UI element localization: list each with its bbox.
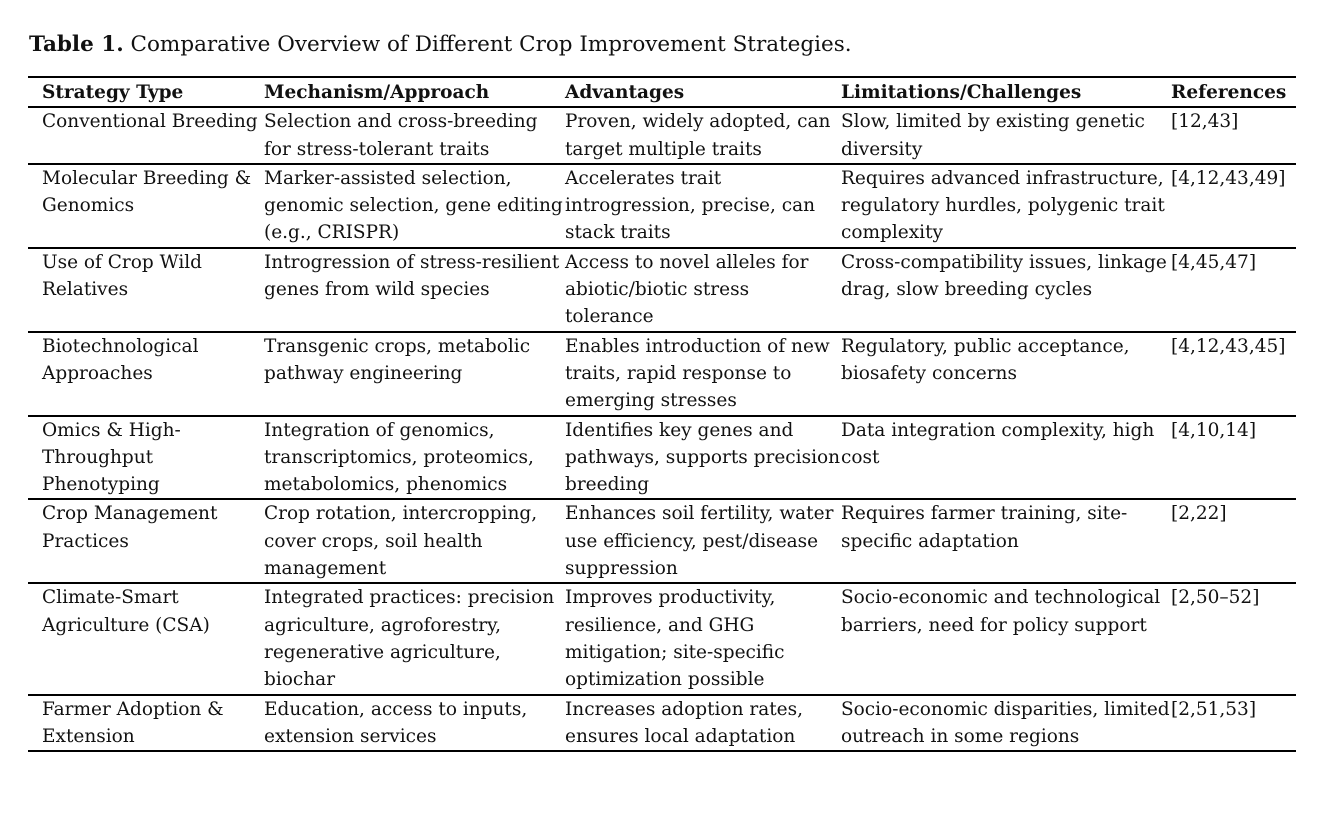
cell-mechanism: Marker-assisted selection, genomic selection, gene editing (e.g., CRISPR) xyxy=(264,167,563,244)
cell-references: [12,43] xyxy=(1171,111,1239,133)
header-strategy-type: Strategy Type xyxy=(42,82,184,103)
cell-advantages: Access to novel alleles for abiotic/biotic stress tolerance xyxy=(565,251,809,328)
table-row xyxy=(28,695,1296,752)
cell-limitations: Socio-economic and technological barriers, need for policy support xyxy=(841,587,1161,636)
cell-mechanism: Selection and cross-breeding for stress-tolerant traits xyxy=(264,111,538,160)
cell-references: [2,50–52] xyxy=(1171,587,1260,609)
cell-strategy-type: Crop Management Practices xyxy=(42,503,218,552)
table-row xyxy=(28,164,1296,248)
table-row xyxy=(28,107,1296,164)
cell-references: [4,45,47] xyxy=(1171,251,1257,273)
table-caption xyxy=(29,31,852,59)
cell-advantages: Identifies key genes and pathways, supports precision breeding xyxy=(565,419,841,496)
cell-limitations: Slow, limited by existing genetic diversity xyxy=(841,111,1145,160)
cell-limitations: Regulatory, public acceptance, biosafety concerns xyxy=(841,335,1130,384)
cell-limitations: Data integration complexity, high cost xyxy=(841,419,1155,468)
cell-mechanism: Integrated practices: precision agriculture, agroforestry, regenerative agriculture, biochar xyxy=(264,587,555,691)
cell-references: [4,10,14] xyxy=(1171,419,1257,441)
cell-advantages: Enables introduction of new traits, rapid response to emerging stresses xyxy=(565,335,830,412)
cell-mechanism: Introgression of stress-resilient genes from wild species xyxy=(264,251,560,301)
cell-limitations: Requires advanced infrastructure, regulatory hurdles, polygenic trait complexity xyxy=(841,167,1165,244)
cell-advantages: Proven, widely adopted, can target multiple traits xyxy=(565,111,831,160)
table-header-row xyxy=(28,77,1296,107)
cell-references: [4,12,43,49] xyxy=(1171,167,1286,189)
cell-strategy-type: Omics & High-Throughput Phenotyping xyxy=(42,419,181,496)
cell-limitations: Cross-compatibility issues, linkage drag, slow breeding cycles xyxy=(841,251,1167,301)
cell-strategy-type: Molecular Breeding & Genomics xyxy=(42,167,252,217)
cell-mechanism: Crop rotation, intercropping, cover crops, soil health management xyxy=(264,503,538,580)
cell-advantages: Enhances soil fertility, water use efficiency, pest/disease suppression xyxy=(565,503,834,580)
cell-strategy-type: Biotechnological Approaches xyxy=(42,335,199,384)
crop-strategies-table xyxy=(28,76,1296,752)
cell-references: [2,22] xyxy=(1171,503,1227,525)
cell-mechanism: Education, access to inputs, extension services xyxy=(264,698,528,747)
table-row xyxy=(28,416,1296,500)
cell-mechanism: Integration of genomics, transcriptomics, proteomics, metabolomics, phenomics xyxy=(264,419,534,496)
cell-advantages: Improves productivity, resilience, and GHG mitigation; site-specific optimization possible xyxy=(565,587,785,691)
cell-limitations: Socio-economic disparities, limited outreach in some regions xyxy=(841,698,1170,747)
table-caption-label: Table 1. xyxy=(29,32,124,57)
cell-mechanism: Transgenic crops, metabolic pathway engineering xyxy=(264,335,531,384)
cell-strategy-type: Climate-Smart Agriculture (CSA) xyxy=(42,587,210,636)
cell-strategy-type: Farmer Adoption & Extension xyxy=(42,698,224,747)
table-row xyxy=(28,332,1296,416)
cell-references: [4,12,43,45] xyxy=(1171,335,1286,357)
header-references: References xyxy=(1171,82,1287,103)
table-row xyxy=(28,583,1296,694)
cell-limitations: Requires farmer training, site-specific adaptation xyxy=(841,503,1128,552)
cell-references: [2,51,53] xyxy=(1171,698,1257,720)
table-caption-text: Comparative Overview of Different Crop Improvement Strategies. xyxy=(130,32,852,57)
cell-advantages: Accelerates trait introgression, precise, can stack traits xyxy=(565,167,816,244)
header-limitations-challenges: Limitations/Challenges xyxy=(841,82,1082,103)
header-advantages: Advantages xyxy=(565,82,685,103)
cell-advantages: Increases adoption rates, ensures local adaptation xyxy=(565,698,803,747)
cell-strategy-type: Conventional Breeding xyxy=(42,111,258,133)
header-mechanism-approach: Mechanism/Approach xyxy=(264,82,490,103)
table-row xyxy=(28,499,1296,583)
table-row xyxy=(28,248,1296,332)
cell-strategy-type: Use of Crop Wild Relatives xyxy=(42,251,203,301)
